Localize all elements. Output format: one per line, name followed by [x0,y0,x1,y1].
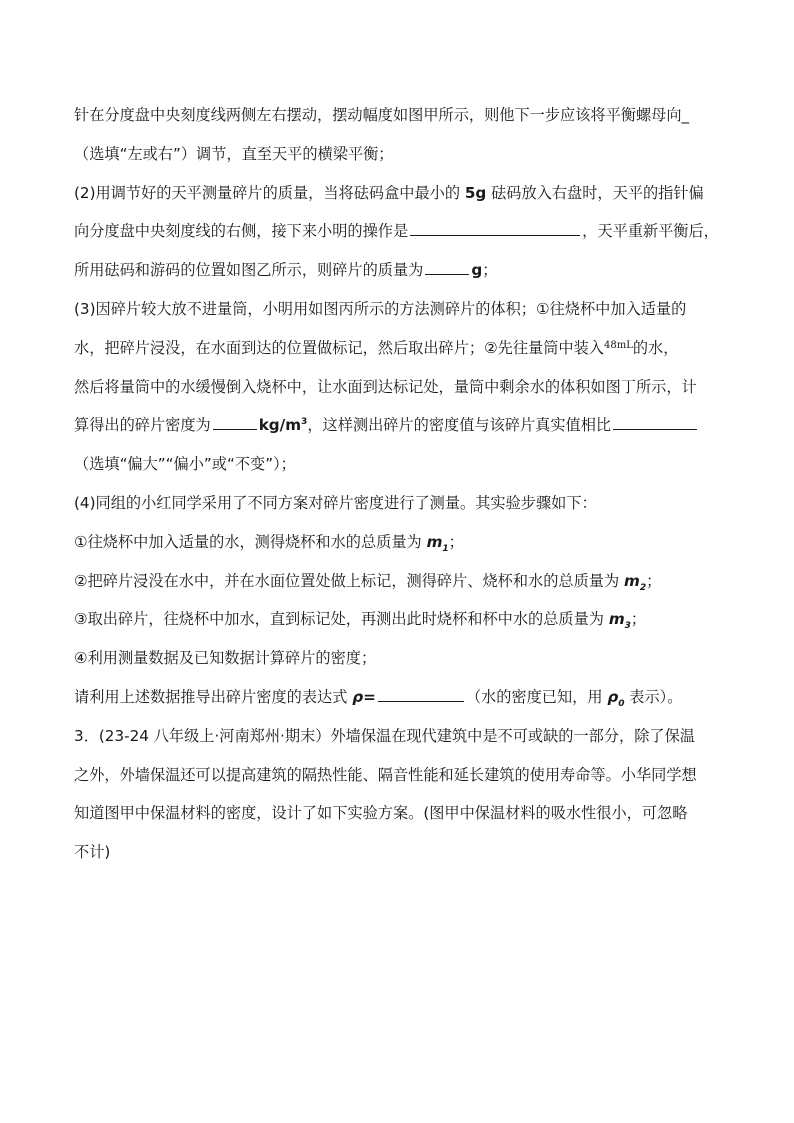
unit-g: g [471,261,483,280]
line5-text-a: 所用砝码和游码的位置如图乙所示，则碎片的质量为 [74,261,424,280]
text-line-10: （选填“偏大”“偏小”或“不变”）； [74,455,296,474]
unit-exponent: 3 [301,417,308,428]
text-line-8: 然后将量筒中的水缓慢倒入烧杯中，让水面到达标记处，量筒中剩余水的体积如图丁所示，计 [74,377,697,396]
answer-blank-compare[interactable] [613,414,697,430]
line14-text-a: ③取出碎片，往烧杯中加水，直到标记处，再测出此时烧杯和杯中水的总质量为 [74,610,609,629]
answer-blank-density[interactable] [213,414,257,430]
line16-text-a: 请利用上述数据推导出碎片密度的表达式 [74,687,353,706]
text-line-14 [74,600,724,639]
text-line-9 [74,406,724,445]
line4-text-a: 向分度盘中央刻度线的右侧，接下来小明的操作是 [74,222,409,241]
line16-text-d: （水的密度已知，用 [465,687,608,706]
text-line-16 [74,678,724,717]
text-line-15: ④利用测量数据及已知数据计算碎片的密度； [74,649,377,668]
line9-text-d: ，这样测出碎片的密度值与该碎片真实值相比 [307,416,612,435]
text-line-18: 之外，外墙保温还可以提高建筑的隔热性能、隔音性能和延长建筑的使用寿命等。小华同学想 [74,765,697,784]
line13-text-a: ②把碎片浸没在水中，并在水面位置处做上标记，测得碎片、烧杯和水的总质量为 [74,571,625,590]
subscript-2: 2 [639,582,647,593]
line9-text-a: 算得出的碎片密度为 [74,416,211,435]
document-page [74,96,724,872]
volume-48ml: 48mL [604,339,633,351]
line3-text-a: (2)用调节好的天平测量碎片的质量，当将砝码盒中最小的 [74,183,465,202]
symbol-m: m [426,532,443,551]
text-line-12 [74,523,724,562]
equals-sign: = [363,687,376,706]
text-line-3 [74,174,724,213]
line7-text-c: 的水， [632,338,679,357]
line3-text-c: 砝码放入右盘时，天平的指针偏 [486,183,704,202]
symbol-m: m [624,571,640,590]
subscript-3: 3 [624,621,631,632]
text-line-17: 3．(23-24 八年级上·河南郑州·期末）外墙保温在现代建筑中是不可或缺的一部分，除了保温 [74,726,695,745]
answer-blank-operation[interactable] [410,220,580,236]
symbol-rho: ρ [352,687,364,706]
symbol-m: m [608,610,625,629]
text-line-19: 知道图甲中保温材料的密度，设计了如下实验方案。(图甲中保温材料的吸水性很小，可忽略 [74,804,688,823]
weight-5g: 5g [464,183,487,202]
text-line-5 [74,251,724,290]
text-line-4 [74,212,724,251]
line13-text-d: ； [646,571,662,590]
text-line-6: (3)因碎片较大放不进量筒，小明用如图丙所示的方法测碎片的体积；①往烧杯中加入适量的 [74,299,687,318]
answer-blank-mass[interactable] [425,259,469,275]
text-line-2: （选填“左或右”）调节，直至天平的横梁平衡； [74,144,394,163]
line14-text-d: ； [630,610,647,629]
subscript-1: 1 [442,543,449,554]
text-line-1: 针在分度盘中央刻度线两侧左右摆动，摆动幅度如图甲所示，则他下一步应该将平衡螺母向_ [74,106,690,124]
line12-text-a: ①往烧杯中加入适量的水，测得烧杯和水的总质量为 [74,532,427,551]
line5-text-c: ； [482,261,498,280]
text-line-7 [74,329,724,368]
line16-text-g: 表示）。 [624,687,683,706]
line12-text-d: ； [448,532,464,551]
text-line-20: 不计) [74,843,111,862]
line4-text-b: ，天平重新平衡后， [582,222,719,241]
unit-kg-m: kg/m [258,416,302,435]
symbol-rho-water: ρ [607,687,619,706]
text-line-11: (4)同组的小红同学采用了不同方案对碎片密度进行了测量。其实验步骤如下： [74,493,597,512]
text-line-13 [74,562,724,601]
subscript-0: 0 [618,698,625,709]
answer-blank-expression[interactable] [378,686,464,702]
line7-text-a: 水，把碎片浸没，在水面到达的位置做标记，然后取出碎片；②先往量筒中装入 [74,338,604,357]
